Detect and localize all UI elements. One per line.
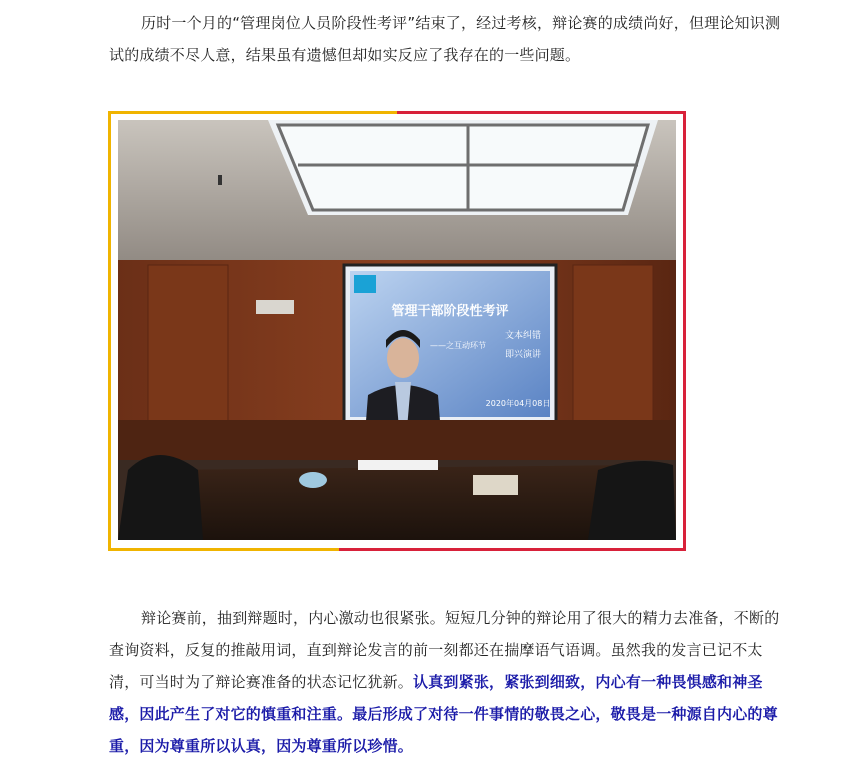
paragraph-reflection-highlight: 认真到紧张，紧张到细致，内心有一种畏惧感和神圣感，因此产生了对它的慎重和注重。最后形成了对待一件事情的敬畏之心，敬畏是一种源自内心的尊重，因为尊重所以认真，因为尊重所以珍惜。	[109, 673, 778, 755]
paragraph-reflection-text: 辩论赛前，抽到辩题时，内心激动也很紧张。短短几分钟的辩论用了很大的精力去准备，不断的查询资料，反复的推敲用词，直到辩论发言的前一刻都还在揣摩语气语调。虽然我的发言已记不太清，可当时为了辩论赛准备的状态记忆犹新。	[109, 609, 780, 691]
screen-line1: 文本纠错	[504, 331, 542, 341]
meeting-photo	[118, 120, 676, 540]
paragraph-intro	[109, 7, 785, 71]
screen-title: 管理干部阶段性考评	[391, 304, 509, 319]
screen-date: 2020年04月08日	[485, 399, 551, 408]
paragraph-reflection	[109, 602, 785, 762]
paragraph-intro-text: 历时一个月的“管理岗位人员阶段性考评”结束了，经过考核，辩论赛的成绩尚好，但理论知识测试的成绩不尽人意，结果虽有遗憾但却如实反应了我存在的一些问题。	[109, 14, 781, 64]
screen-sub: ——之互动环节	[430, 341, 486, 350]
screen-line2: 即兴演讲	[504, 350, 542, 360]
